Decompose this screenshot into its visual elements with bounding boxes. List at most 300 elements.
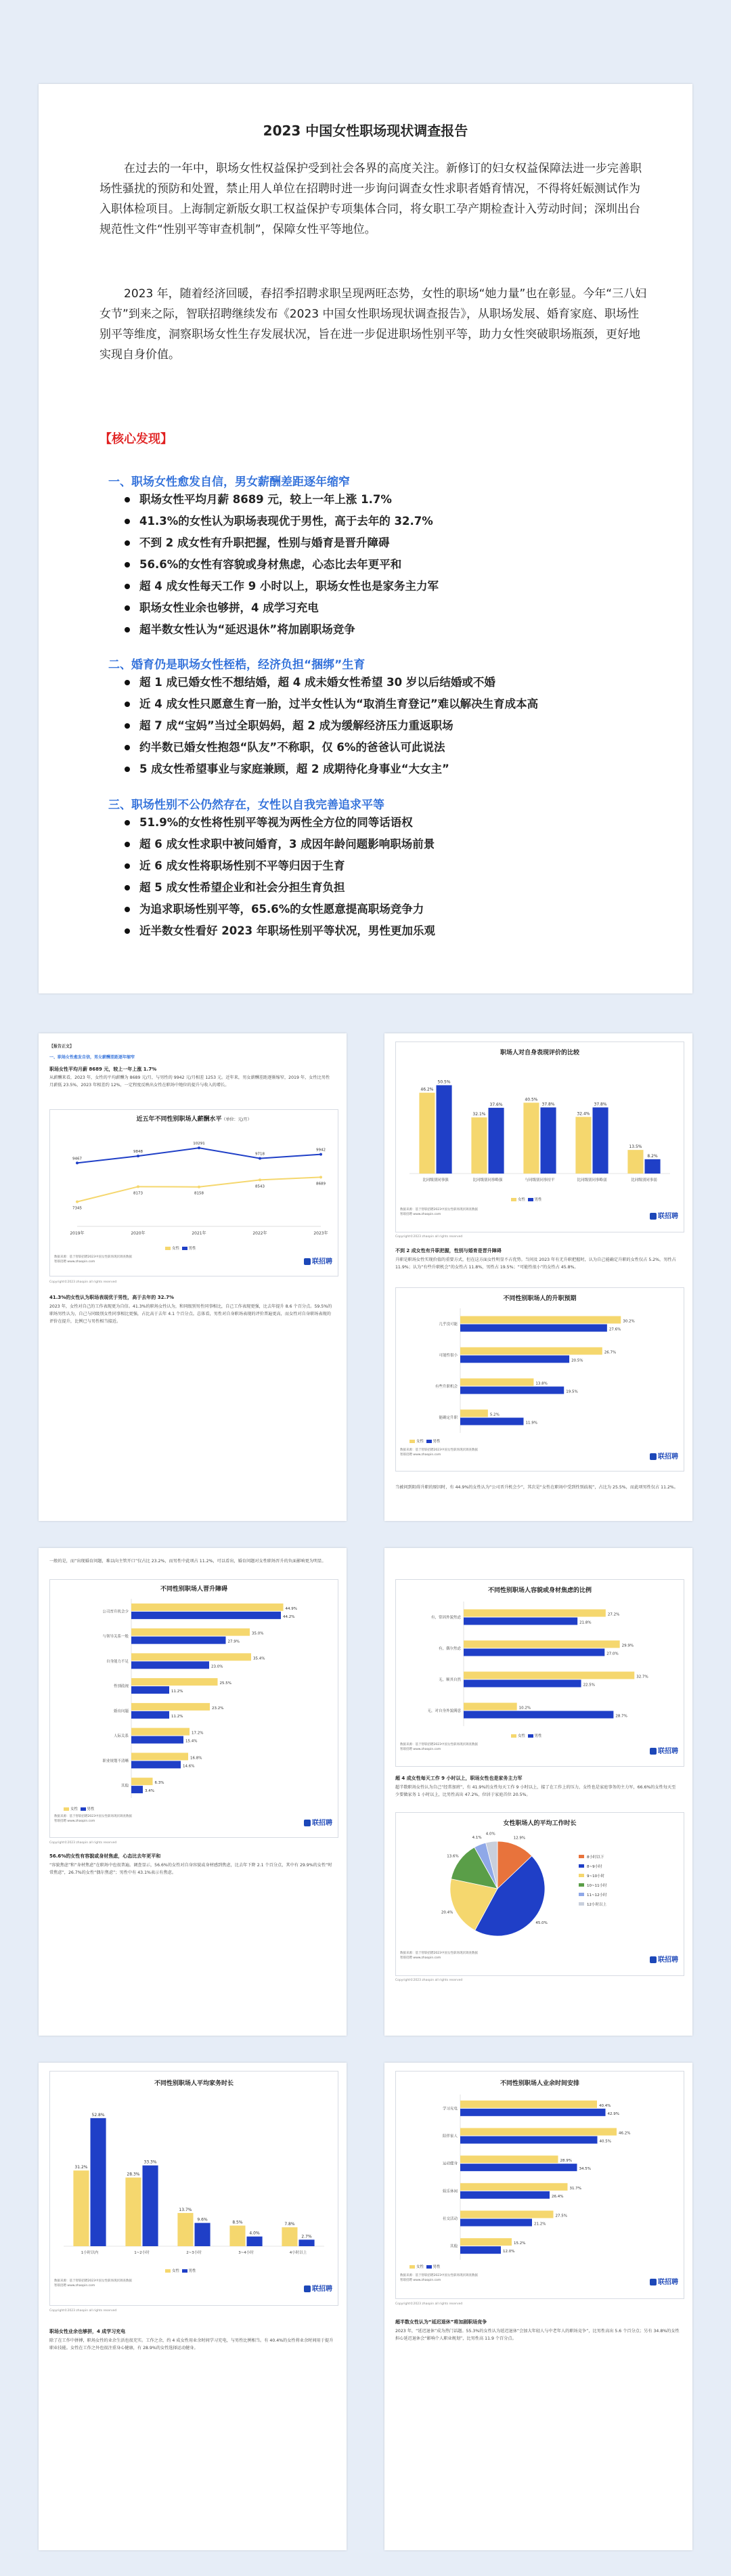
source-line-1: 数据来源：基于智联招聘2023中国女性职场现状调查数据 <box>54 2279 132 2283</box>
housework-bar-chart <box>50 2090 338 2267</box>
y-tick-label: 社交活动 <box>442 2217 458 2221</box>
legend-female: 女性 <box>172 1247 180 1251</box>
chart-title-text: 近五年不同性别职场人薪酬水平 <box>136 1116 222 1123</box>
logo-text: 联招聘 <box>312 1258 332 1266</box>
salary-chart-card <box>49 1109 338 1276</box>
data-source <box>400 1448 478 1457</box>
y-tick-label: 职业规划不清晰 <box>102 1759 129 1763</box>
data-label: 8689 <box>316 1182 326 1186</box>
copyright: Copyright©2023 zhaopin all rights reserved <box>49 1281 117 1284</box>
logo-text: 联招聘 <box>658 2279 678 2286</box>
bar-value-label: 23.0% <box>211 1665 223 1669</box>
bar-value-label: 42.9% <box>607 2111 619 2116</box>
bar-male <box>460 1387 564 1394</box>
legend-female: 女性 <box>416 1440 424 1444</box>
bar-female <box>523 1102 539 1174</box>
housework-chart-card <box>49 2071 338 2306</box>
bar-female <box>131 1778 153 1785</box>
y-tick-label: 公司晋升机会少 <box>102 1610 129 1614</box>
bar-value-label: 28.9% <box>560 2159 572 2164</box>
bar-value-label: 13.5% <box>629 1144 642 1150</box>
logo-icon <box>304 1820 311 1826</box>
chart-title: 不同性别职场人容貌或身材焦虑的比例 <box>487 1587 592 1594</box>
section-list-1 <box>125 489 439 641</box>
source-line-2: 智联招聘 www.zhaopin.com <box>400 1453 441 1457</box>
legend-swatch-male <box>528 1198 533 1201</box>
bar-male <box>460 2137 598 2144</box>
data-label: 9718 <box>255 1152 265 1157</box>
data-label: 8158 <box>194 1191 204 1196</box>
bar-female <box>471 1117 487 1174</box>
leisure-bar-chart <box>396 2089 684 2265</box>
bar-male <box>460 2109 606 2116</box>
list-item: 近半数女性看好 2023 年职场性别平等状况，男性更加乐观 <box>125 920 435 942</box>
bar-value-label: 32.1% <box>472 1112 486 1117</box>
y-tick-label: 有，偶尔焦虑 <box>438 1647 461 1651</box>
legend-male: 男性 <box>188 2269 196 2273</box>
chart-title <box>50 1114 338 1123</box>
logo-text: 联招聘 <box>658 1956 678 1964</box>
legend-swatch <box>579 1883 584 1887</box>
chart-legend <box>409 1438 441 1444</box>
y-tick-label: 无，对自身外貌满意 <box>427 1709 461 1713</box>
bar-male <box>131 1711 169 1719</box>
bar-value-label: 8.5% <box>232 2220 243 2225</box>
page-title: 2023 中国女性职场现状调查报告 <box>263 123 468 139</box>
bar-male <box>464 1680 581 1688</box>
list-item: 超半数女性认为“延迟退休”将加剧职场竞争 <box>125 619 439 641</box>
bar-male <box>460 1356 569 1363</box>
legend-swatch-female <box>409 2265 415 2269</box>
bar-female <box>125 2178 141 2246</box>
section-list-2 <box>125 672 538 780</box>
y-tick-label: 婚育问题 <box>113 1709 129 1714</box>
bar-female <box>131 1604 284 1611</box>
report-page-2 <box>39 1033 347 1521</box>
legend-label: 10~11小时 <box>587 1884 607 1888</box>
bar-value-label: 7.8% <box>284 2222 295 2227</box>
data-point <box>198 1186 200 1188</box>
bar-female <box>464 1610 606 1617</box>
bar-male <box>593 1107 608 1174</box>
bar-male <box>437 1086 452 1174</box>
bar-value-label: 44.2% <box>283 1614 295 1619</box>
paragraph: 2023 年，女性对自己的工作表现更为自信。41.3%的职场女性认为，和同级别男性同事相比，自己工作表现更强，比去年提升 8.6 个百分点。59.5%的职场男性认为，自己与同级别女性同事相比更强，占比高于去年 4.1 个百分点。总体看，男性对自身职场表现的评价普遍更高，而女性对自身职场表现的评价在提升，比例已与男性相当接近。 <box>49 1304 332 1324</box>
data-label: 8543 <box>255 1184 265 1189</box>
bar-female <box>460 2155 558 2163</box>
list-item: 超 6 成女性求职中被问婚育，3 成因年龄问题影响职场前景 <box>125 834 435 855</box>
paragraph: 升职是职场女性实现价值的重要方式，但在这方面女性明显不占优势。当问及 2023 年有无升职把握时，认为自己能确定升职的女性仅占 5.2%，男性占 11.9%；认为“有些升职机会”的女性占 11.8%，男性占 19.5%；“可能性很小”的女性占 45.8%。 <box>395 1258 676 1270</box>
list-item: 职场女性平均月薪 8689 元，较上一年上涨 1.7% <box>125 489 439 511</box>
summary-page <box>39 84 692 993</box>
legend-swatch-female <box>64 1807 69 1811</box>
y-tick-label: 人际关系 <box>113 1734 129 1739</box>
data-point <box>259 1178 261 1181</box>
legend-label: 8~9小时 <box>587 1865 602 1869</box>
bar-female <box>131 1653 251 1660</box>
bar-value-label: 27.2% <box>607 1612 620 1617</box>
bar-value-label: 52.8% <box>91 2112 105 2118</box>
chart-title: 职场人对自身表现评价的比较 <box>500 1050 579 1056</box>
bar-female <box>229 2226 245 2246</box>
legend-swatch-male <box>182 2269 187 2273</box>
legend-male: 男性 <box>433 2265 441 2269</box>
bar-value-label: 5.2% <box>489 1413 500 1417</box>
barriers-chart-card <box>49 1579 338 1838</box>
bar-male <box>460 2219 532 2227</box>
bar-female <box>464 1672 634 1679</box>
source-line-1: 数据来源：基于智联招聘2023中国女性职场现状调查数据 <box>400 1952 478 1955</box>
data-point <box>319 1176 322 1178</box>
legend-swatch <box>579 1855 584 1858</box>
zhaopin-logo <box>650 1745 678 1755</box>
legend-male: 男性 <box>433 1440 441 1444</box>
legend-label: 9~10小时 <box>587 1874 605 1879</box>
leisure-chart-card <box>395 2071 684 2299</box>
y-tick-label: 有些升职机会 <box>435 1385 458 1389</box>
bar-value-label: 12.0% <box>503 2250 515 2254</box>
chart-title: 不同性别职场人晋升障碍 <box>160 1586 227 1593</box>
x-tick-label: 与同级别同事持平 <box>525 1178 555 1182</box>
x-tick-label: 1小时以内 <box>81 2251 99 2255</box>
list-item: 近 6 成女性将职场性别不平等归因于生育 <box>125 855 435 877</box>
source-line-1: 数据来源：基于智联招聘2023中国女性职场现状调查数据 <box>400 1743 478 1746</box>
bar-value-label: 27.0% <box>606 1652 619 1656</box>
legend-swatch-male <box>81 1807 86 1811</box>
self-eval-chart-card <box>395 1042 684 1232</box>
logo-icon <box>304 1258 311 1265</box>
data-point <box>198 1146 200 1149</box>
bar-female <box>460 2238 512 2246</box>
bar-female <box>131 1629 250 1636</box>
legend-swatch <box>579 1902 584 1906</box>
bar-male <box>460 1325 607 1332</box>
barriers-bar-chart <box>50 1593 338 1803</box>
data-source <box>400 1951 478 1960</box>
intro-paragraph-1: 在过去的一年中，职场女性权益保护受到社会各界的高度关注。新修订的妇女权益保障法进一步完善职场性骚扰的预防和处置，禁止用人单位在招聘时进一步询问调查女性求职者婚育情况，不得将妊娠测试作为入职体检项目。上海制定新版女职工权益保护专项集体合同，将女职工孕产期检查计入劳动时间；深圳出台规范性文件“性别平等审查机制”，保障女性平等地位。 <box>99 162 642 236</box>
legend-male: 男性 <box>87 1807 95 1811</box>
legend-label: 8小时以下 <box>587 1855 604 1860</box>
source-line-1: 数据来源：基于智联招聘2023中国女性职场现状调查数据 <box>400 1208 478 1211</box>
zhaopin-logo <box>650 1451 678 1461</box>
bar-female <box>627 1150 643 1174</box>
zhaopin-logo <box>304 2283 332 2293</box>
zhaopin-logo <box>650 1954 678 1964</box>
subheading: 41.3%的女性认为职场表现优于男性，高于去年的 32.7% <box>49 1295 175 1300</box>
subheading: 56.6%的女性有容貌或身材焦虑，心态比去年更平和 <box>49 1853 161 1859</box>
source-line-2: 智联招聘 www.zhaopin.com <box>54 2284 95 2288</box>
report-page-4 <box>39 1548 347 2036</box>
bar-value-label: 30.2% <box>623 1319 635 1324</box>
bar-value-label: 14.6% <box>183 1764 195 1769</box>
bar-value-label: 25.5% <box>219 1681 231 1686</box>
legend-female: 女性 <box>70 1807 79 1811</box>
x-tick-label: 2023年 <box>313 1231 328 1236</box>
logo-text: 联招聘 <box>658 1213 678 1220</box>
logo-icon <box>650 1213 657 1220</box>
slice-label: 13.6% <box>447 1854 459 1859</box>
data-label: 7345 <box>72 1206 82 1211</box>
bar-male <box>489 1108 504 1174</box>
bar-male <box>541 1107 556 1174</box>
bar-male <box>131 1761 181 1768</box>
list-item: 不到 2 成女性有升职把握，性别与婚育是晋升障碍 <box>125 532 439 554</box>
bar-female <box>460 2183 568 2191</box>
legend-female: 女性 <box>416 2265 424 2269</box>
y-tick-label: 能确定升职 <box>439 1416 458 1420</box>
source-line-1: 数据来源：基于智联招聘2023中国女性职场现状调查数据 <box>400 2274 478 2277</box>
paragraph: 超半数职场女性认为自己“经常加班”，有 41.9%的女性每天工作 9 小时以上，接了在工作上的压力，女性也是家庭事务的主力军，66.6%的女性每天至少要做家务 1 小时以上，比男性高出 47.2%，位居于家庭首位 20.5%。 <box>395 1785 676 1797</box>
bar-female <box>177 2213 193 2246</box>
bar-female <box>464 1641 620 1648</box>
data-label: 8173 <box>133 1191 143 1196</box>
chart-title: 不同性别职场人平均家务时长 <box>154 2080 234 2087</box>
bar-female <box>131 1703 210 1711</box>
bar-value-label: 23.2% <box>212 1706 224 1711</box>
chart-title: 女性职场人的平均工作时长 <box>503 1820 577 1827</box>
legend-label: 11~12小时 <box>587 1893 607 1897</box>
legend-swatch-female <box>511 1734 516 1738</box>
bar-female <box>460 2128 617 2136</box>
y-tick-label: 可能性很小 <box>439 1354 458 1358</box>
bar-value-label: 31.2% <box>74 2165 88 2170</box>
bar-value-label: 6.3% <box>154 1781 164 1786</box>
y-tick-label: 与领导关系一般 <box>102 1635 129 1639</box>
bar-female <box>460 2211 554 2218</box>
work-hours-chart-card <box>395 1812 684 1976</box>
self-eval-bar-chart <box>396 1058 684 1194</box>
list-item: 约半数已婚女性抱怨“队友”不称职，仅 6%的爸爸认可此说法 <box>125 737 538 758</box>
bar-female <box>131 1753 188 1760</box>
bar-value-label: 40.5% <box>599 2139 611 2144</box>
chart-legend <box>165 2268 196 2273</box>
bar-female <box>460 1348 602 1355</box>
bar-value-label: 17.2% <box>192 1731 204 1736</box>
promotion-bar-chart <box>396 1303 684 1438</box>
legend-swatch-female <box>165 2269 171 2273</box>
x-tick-label: 2~3小时 <box>186 2251 202 2255</box>
legend-male: 男性 <box>534 1734 542 1738</box>
bar-male <box>460 1418 524 1425</box>
legend-label: 12小时以上 <box>587 1903 606 1907</box>
bar-value-label: 50.5% <box>437 1079 451 1085</box>
bar-value-label: 11.9% <box>525 1421 537 1425</box>
legend-swatch-female <box>409 1440 415 1443</box>
data-point <box>76 1161 79 1164</box>
list-item: 5 成女性希望事业与家庭兼顾，超 2 成期待化身事业“大女主” <box>125 758 538 780</box>
bar-value-label: 31.7% <box>569 2186 581 2191</box>
x-tick-label: 2022年 <box>252 1231 267 1236</box>
promotion-chart-card <box>395 1287 684 1472</box>
bar-value-label: 35.0% <box>252 1631 264 1636</box>
report-page-7 <box>384 2063 692 2550</box>
bar-male <box>195 2223 211 2246</box>
bar-value-label: 27.5% <box>555 2214 567 2218</box>
legend-swatch-male <box>528 1734 533 1738</box>
legend-swatch <box>579 1864 584 1868</box>
data-source <box>54 1255 132 1264</box>
bar-value-label: 40.4% <box>599 2103 611 2108</box>
y-tick-label: 有，常因外貌焦虑 <box>430 1616 461 1620</box>
bar-male <box>91 2118 106 2246</box>
bar-value-label: 35.4% <box>253 1656 265 1661</box>
logo-icon <box>650 1453 657 1460</box>
legend-swatch-male <box>426 2265 432 2269</box>
bar-female <box>460 1316 621 1324</box>
bar-value-label: 37.8% <box>541 1102 555 1107</box>
x-tick-label: 比同级别同事弱 <box>631 1178 657 1182</box>
paragraph: 除了在工作中拼搏，职场女性的业余生活也很充实。工作之余，约 4 成女性用业余时间学习充电，与男性比例相当。有 40.4%的女性将业余时间用于提升职业技能。女性在工作之外也很注重身心健康，有 28.9%的女性选择运动健身。 <box>49 2338 334 2350</box>
y-tick-label: 运动健身 <box>442 2162 458 2166</box>
source-line-2: 智联招聘 www.zhaopin.com <box>400 1956 441 1960</box>
bar-male <box>460 2164 577 2171</box>
bar-value-label: 2.7% <box>301 2234 312 2239</box>
chart-unit: （单位：元/月） <box>221 1117 252 1122</box>
bar-value-label: 3.4% <box>145 1789 154 1794</box>
x-tick-label: 比同级别同事略弱 <box>577 1178 607 1182</box>
list-item: 为追求职场性别平等，65.6%的女性愿意提高职场竞争力 <box>125 899 435 920</box>
report-header: 【报告正文】 <box>49 1044 74 1049</box>
bar-female <box>460 1379 533 1386</box>
bar-value-label: 21.8% <box>579 1620 592 1625</box>
source-line-2: 智联招聘 www.zhaopin.com <box>400 1748 441 1751</box>
paragraph: 2023 年，“延迟退休”成为热门话题。55.3%的女性认为延迟退休“会加大年轻人与中老年人的职场竞争”，比男性高出 5.6 个百分点；另有 34.8%的女性担心延迟退休会“影响个人职业规划”，比男性高 11.9 个百分点。 <box>395 2329 680 2341</box>
y-tick-label: 娱乐休闲 <box>442 2189 458 2194</box>
logo-icon <box>650 2279 657 2285</box>
bar-value-label: 33.3% <box>143 2160 157 2165</box>
x-tick-label: 3~4小时 <box>238 2251 254 2255</box>
y-tick-label: 其他 <box>449 2244 458 2249</box>
bar-value-label: 11.2% <box>171 1690 183 1694</box>
legend-swatch-female <box>511 1198 516 1201</box>
list-item: 超 5 成女性希望企业和社会分担生育负担 <box>125 877 435 899</box>
data-label: 9942 <box>316 1148 326 1153</box>
list-item: 超 4 成女性每天工作 9 小时以上，职场女性也是家务主力军 <box>125 576 439 597</box>
list-item: 超 1 成已婚女性不想结婚，超 4 成未婚女性希望 30 岁以后结婚或不婚 <box>125 672 538 693</box>
data-source <box>54 1814 132 1824</box>
chart-title: 不同性别职场人业余时间安排 <box>500 2080 579 2087</box>
bar-female <box>575 1117 591 1174</box>
source-line-2: 智联招聘 www.zhaopin.com <box>400 2279 441 2282</box>
list-item: 41.3%的女性认为职场表现优于男性，高于去年的 32.7% <box>125 511 439 532</box>
series-line-male <box>77 1148 321 1163</box>
x-tick-label: 2021年 <box>192 1231 206 1236</box>
bar-male <box>464 1649 604 1656</box>
chart-legend <box>64 1806 95 1811</box>
y-tick-label: 自身能力不足 <box>106 1659 129 1664</box>
bar-male <box>460 2191 550 2199</box>
copyright: Copyright©2023 zhaopin all rights reserved <box>395 1979 463 1982</box>
anxiety-chart-card <box>395 1579 684 1767</box>
bar-value-label: 11.2% <box>171 1714 183 1719</box>
report-page-6 <box>39 2063 347 2550</box>
salary-line-chart <box>50 1125 338 1247</box>
paragraph: “容貌焦虑”和“身材焦虑”在职场中也很普遍。调查显示，56.6%的女性对自身容貌或身材感到焦虑，比去年下降 2.1 个百分点，其中有 29.9%的女性“时常焦虑”，26.7%的女性“偶尔焦虑”；男性中有 43.1%表示有焦虑。 <box>49 1863 332 1875</box>
bar-female <box>460 2101 597 2108</box>
core-findings-label: 【核心发现】 <box>99 432 173 446</box>
bar-male <box>645 1159 661 1174</box>
data-point <box>76 1201 79 1203</box>
bar-value-label: 8.2% <box>647 1153 658 1159</box>
bar-value-label: 40.5% <box>525 1097 538 1102</box>
y-tick-label: 性别歧视 <box>113 1684 129 1689</box>
bar-male <box>131 1637 226 1644</box>
bar-value-label: 13.7% <box>179 2207 192 2212</box>
bar-female <box>419 1093 435 1174</box>
data-point <box>137 1185 139 1188</box>
y-tick-label: 其他 <box>120 1784 129 1788</box>
bar-value-label: 37.6% <box>489 1102 503 1107</box>
chart-legend <box>511 1197 542 1202</box>
bar-value-label: 13.8% <box>535 1381 548 1386</box>
data-label: 9467 <box>72 1157 82 1161</box>
slice-label: 4.0% <box>485 1832 495 1837</box>
legend-swatch-male <box>426 1440 432 1443</box>
logo-text: 联招聘 <box>312 1820 332 1827</box>
logo-icon <box>650 1748 657 1755</box>
x-tick-label: 1~2小时 <box>134 2251 150 2255</box>
report-page-3 <box>384 1033 692 1521</box>
slice-label: 45.0% <box>535 1920 548 1925</box>
bar-value-label: 9.6% <box>197 2217 208 2223</box>
subheading: 职场女性平均月薪 8689 元，较上一年上涨 1.7% <box>49 1067 157 1072</box>
chart-legend <box>511 1733 542 1738</box>
x-tick-label: 2019年 <box>70 1231 85 1236</box>
bar-male <box>131 1661 209 1669</box>
chart-title: 不同性别职场人的升职预期 <box>503 1295 577 1302</box>
subheading: 不到 2 成女性有升职把握，性别与婚育是晋升障碍 <box>395 1248 502 1253</box>
legend-swatch <box>579 1874 584 1877</box>
bar-male <box>464 1618 577 1625</box>
bar-female <box>282 2227 297 2246</box>
bar-female <box>464 1703 517 1711</box>
source-line-2: 智联招聘 www.zhaopin.com <box>54 1820 95 1823</box>
zhaopin-logo <box>650 1210 678 1220</box>
bar-value-label: 20.5% <box>571 1358 583 1363</box>
source-line-1: 数据来源：基于智联招聘2023中国女性职场现状调查数据 <box>54 1815 132 1818</box>
bar-male <box>131 1786 143 1793</box>
bar-male <box>131 1686 169 1694</box>
subheading: 职场女性业余也够拼，4 成学习充电 <box>49 2329 126 2334</box>
bar-male <box>247 2237 263 2246</box>
bar-value-label: 28.3% <box>127 2172 140 2177</box>
series-line-female <box>77 1177 321 1201</box>
legend-swatch-female <box>165 1247 171 1250</box>
x-tick-label: 2020年 <box>131 1231 146 1236</box>
zhaopin-logo <box>650 2276 678 2286</box>
section-heading-2: 二、婚育仍是职场女性桎梏，经济负担“捆绑”生育 <box>108 658 366 672</box>
bar-value-label: 19.5% <box>566 1390 578 1394</box>
copyright: Copyright©2023 zhaopin all rights reserved <box>49 2309 117 2313</box>
intro-paragraph-2: 2023 年，随着经济回暖，春招季招聘求职呈现两旺态势，女性的职场“她力量”也在彰显。今年“三八妇女节”到来之际，智联招聘继续发布《2023 中国女性职场现状调查报告》，从职场发展、婚育家庭、职场性别平等维度，洞察职场女性生存发展状况，旨在进一步促进职场性别平等，助力女性突破职场瓶颈，更好地实现自身价值。 <box>99 287 647 362</box>
copyright: Copyright©2023 zhaopin all rights reserved <box>395 2302 463 2306</box>
bar-value-label: 46.2% <box>619 2131 631 2136</box>
logo-text: 联招聘 <box>658 1748 678 1755</box>
data-source <box>400 1742 478 1752</box>
data-point <box>319 1153 322 1156</box>
source-line-2: 智联招聘 www.zhaopin.com <box>400 1213 441 1216</box>
bar-value-label: 27.9% <box>227 1639 240 1644</box>
slice-label: 20.4% <box>441 1910 453 1915</box>
legend-male: 男性 <box>534 1198 542 1202</box>
bar-value-label: 29.9% <box>621 1644 634 1648</box>
section-heading-1: 一、职场女性愈发自信，男女薪酬差距逐年缩窄 <box>108 475 350 489</box>
paragraph: 从薪酬来看，2023 年，女性的平均薪酬为 8689 元/月，与男性的 9942 元/月相差 1253 元。近年来，男女薪酬差距逐渐缩窄，2019 年，女性比男性月薪低 23.5%，2023 年相差约 12%，一定程度反映出女性在职场中地位的提升与收入的增长。 <box>49 1075 330 1088</box>
bar-value-label: 22.5% <box>583 1683 596 1688</box>
bar-female <box>460 1410 488 1417</box>
list-item: 51.9%的女性将性别平等视为两性全方位的同等话语权 <box>125 812 435 834</box>
bar-value-label: 15.2% <box>514 2241 526 2246</box>
